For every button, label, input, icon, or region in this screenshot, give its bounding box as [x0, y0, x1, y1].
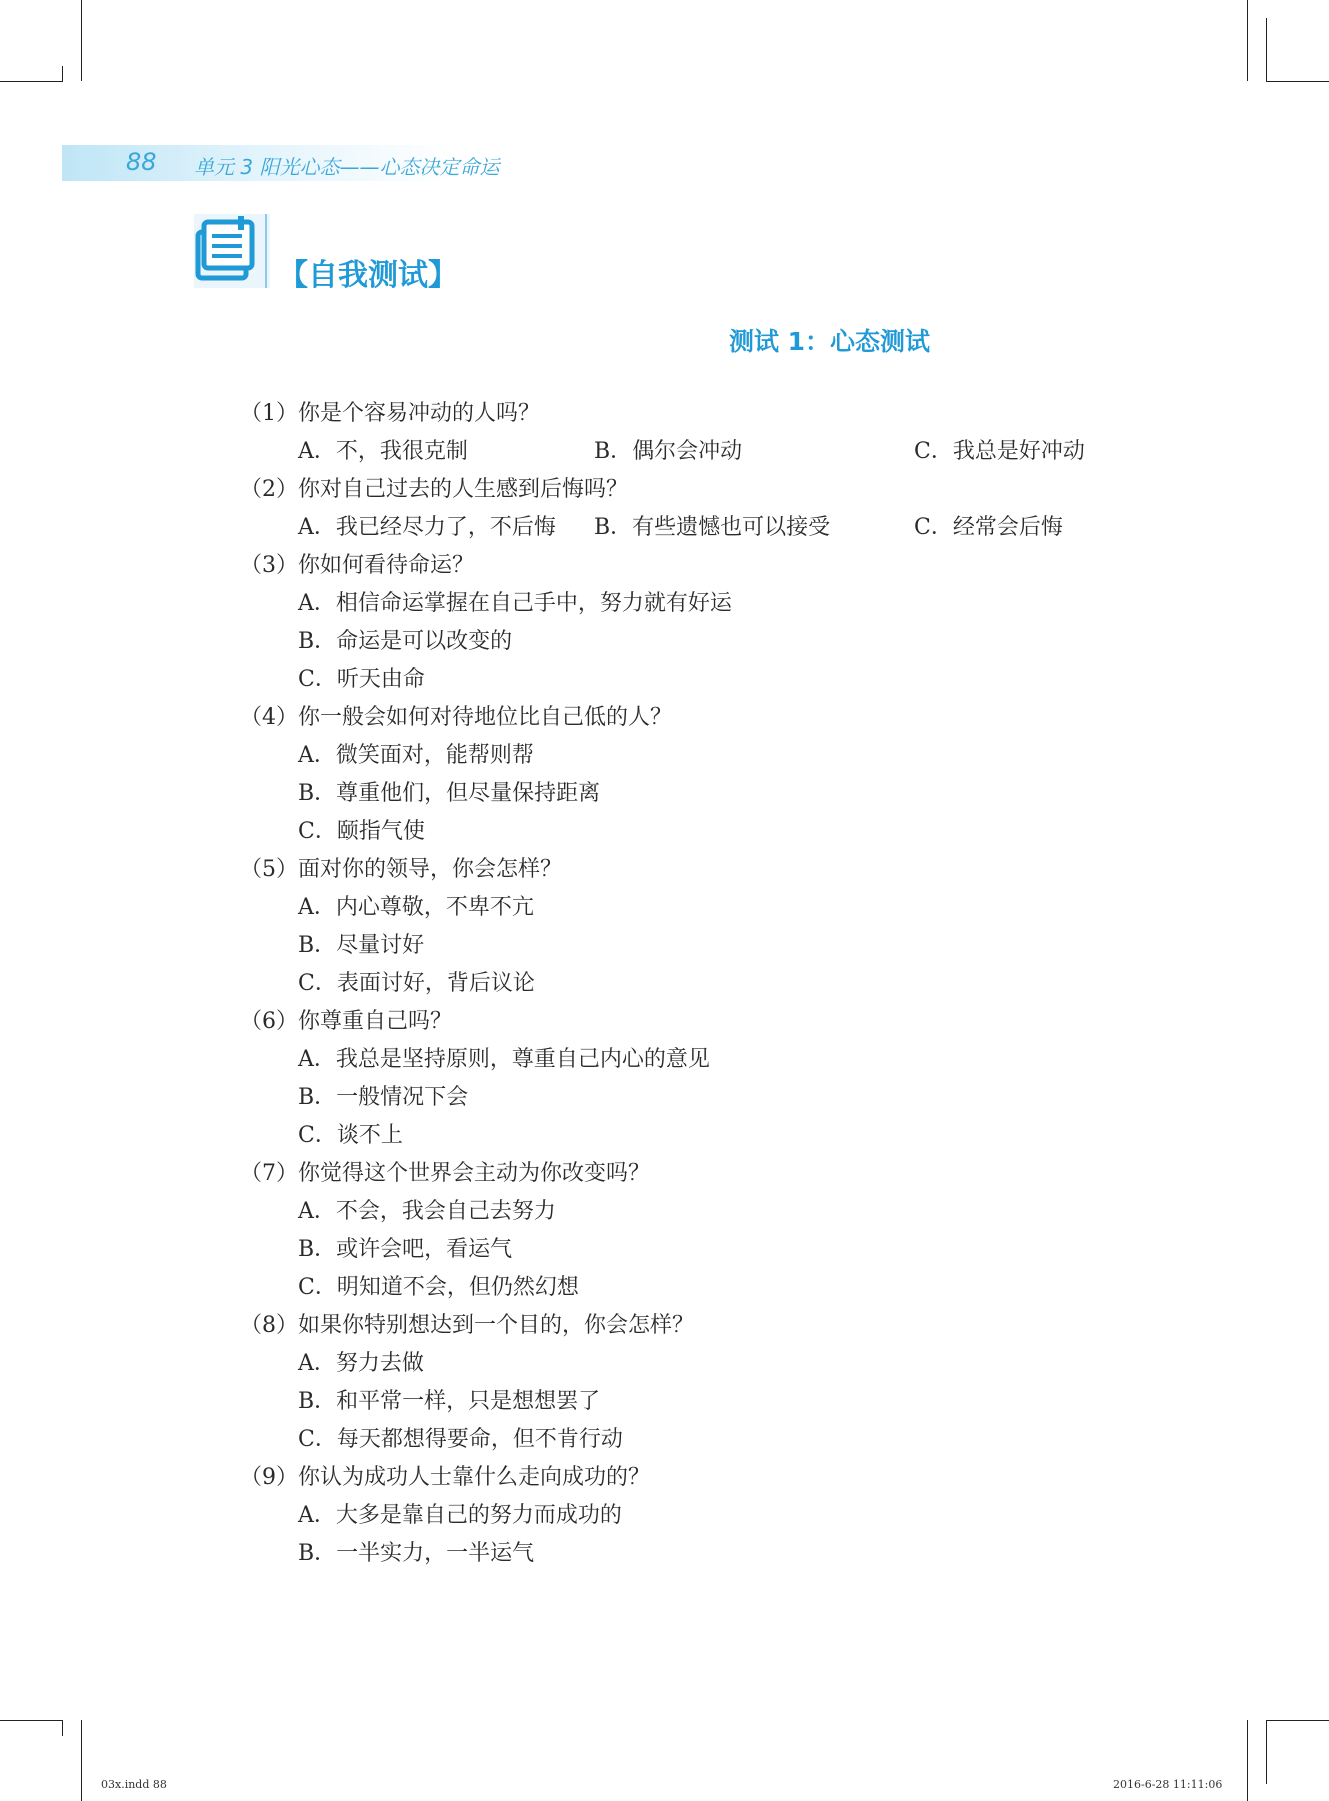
question-text: （6）你尊重自己吗？ — [240, 1009, 452, 1034]
question-6 — [240, 1003, 1140, 1155]
running-head: 单元 3 阳光心态——心态决定命运 — [194, 155, 500, 179]
option-c: C．经常会后悔 — [914, 515, 1063, 540]
notepad-icon — [194, 214, 270, 288]
option-a: A．微笑面对，能帮则帮 — [298, 743, 534, 768]
option-a: A．我已经尽力了，不后悔 — [298, 515, 556, 540]
option-a: A．我总是坚持原则，尊重自己内心的意见 — [298, 1047, 710, 1072]
option-c: C．表面讨好，背后议论 — [298, 971, 535, 996]
option-a: A．内心尊敬，不卑不亢 — [298, 895, 534, 920]
option-row — [240, 509, 1140, 547]
option-b: B．和平常一样，只是想想罢了 — [298, 1389, 601, 1414]
option-b: B．有些遗憾也可以接受 — [594, 515, 831, 540]
option-b: B．尽量讨好 — [298, 933, 425, 958]
question-text: （8）如果你特别想达到一个目的，你会怎样？ — [240, 1313, 694, 1338]
option-b: B．偶尔会冲动 — [594, 439, 743, 464]
question-2 — [240, 471, 1140, 547]
option-c: C．听天由命 — [298, 667, 425, 692]
option-b: B．尊重他们，但尽量保持距离 — [298, 781, 601, 806]
question-1 — [240, 395, 1140, 471]
question-text: （3）你如何看待命运？ — [240, 553, 474, 578]
question-5 — [240, 851, 1140, 1003]
question-text: （2）你对自己过去的人生感到后悔吗？ — [240, 477, 628, 502]
option-b: B．或许会吧，看运气 — [298, 1237, 513, 1262]
question-3 — [240, 547, 1140, 699]
option-c: C．颐指气使 — [298, 819, 425, 844]
question-list — [240, 395, 1140, 1573]
option-a: A．相信命运掌握在自己手中，努力就有好运 — [298, 591, 732, 616]
option-b: B．一半实力，一半运气 — [298, 1541, 535, 1566]
option-a: A．不会，我会自己去努力 — [298, 1199, 556, 1224]
option-a: A．不，我很克制 — [298, 439, 468, 464]
slug-filename: 03x.indd 88 — [101, 1778, 167, 1791]
option-c: C．我总是好冲动 — [914, 439, 1085, 464]
section-title: 【自我测试】 — [278, 258, 458, 293]
question-7 — [240, 1155, 1140, 1307]
option-b: B．命运是可以改变的 — [298, 629, 513, 654]
option-a: A．努力去做 — [298, 1351, 424, 1376]
option-c: C．谈不上 — [298, 1123, 403, 1148]
question-text: （4）你一般会如何对待地位比自己低的人？ — [240, 705, 672, 730]
slug-timestamp: 2016-6-28 11:11:06 — [1113, 1778, 1223, 1791]
question-9 — [240, 1459, 1140, 1573]
question-text: （5）面对你的领导，你会怎样？ — [240, 857, 562, 882]
option-row — [240, 433, 1140, 471]
question-text: （7）你觉得这个世界会主动为你改变吗？ — [240, 1161, 650, 1186]
question-8 — [240, 1307, 1140, 1459]
page-number: 88 — [126, 148, 157, 176]
option-c: C．明知道不会，但仍然幻想 — [298, 1275, 579, 1300]
option-b: B．一般情况下会 — [298, 1085, 469, 1110]
question-text: （9）你认为成功人士靠什么走向成功的？ — [240, 1465, 650, 1490]
question-text: （1）你是个容易冲动的人吗？ — [240, 401, 540, 426]
question-4 — [240, 699, 1140, 851]
test-title: 测试 1：心态测试 — [728, 327, 931, 356]
option-c: C．每天都想得要命，但不肯行动 — [298, 1427, 623, 1452]
option-a: A．大多是靠自己的努力而成功的 — [298, 1503, 622, 1528]
